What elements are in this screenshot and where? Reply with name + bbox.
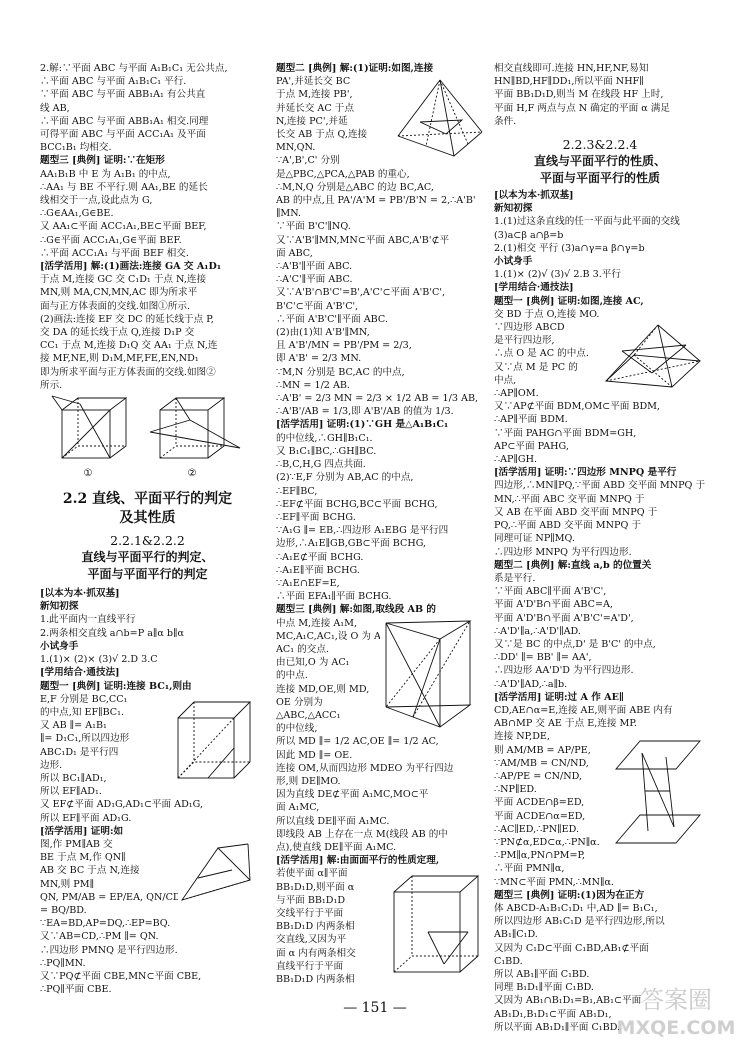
text-line: 可得平面 ABC 与平面 ACC₁A₁ 及平面 [40,129,206,141]
text-line: MN,QN. [276,142,316,154]
text-line: 的中位线, [276,723,318,735]
text-line: (2)由(1)知 A'B'∥MN, [276,327,370,339]
text-line: ABC₁D₁ 是平行四 [40,746,119,758]
text-line: 则 AM/MB = AP/PE, [494,744,591,756]
text-line: 因此 MD ∥= OE. [276,749,353,761]
text-line: 连接 OM,从而四边形 MDEO 为平行四边 [276,762,454,774]
heading-try: 小试身手 [40,640,79,652]
subsection-title-cont: 平面与平面平行的性质 [539,171,660,186]
col3-block-b [494,189,706,295]
text-line: AB₁D₁,B₁D₁⊂平面 AB₁D₁, [494,1008,612,1020]
text-line: ∴A'C'∥平面 ABC. [276,274,353,286]
text-line: MN,则 MA,CN,MN,AC 即为所求平 [40,287,198,299]
text-line: 1.(1)过这条直线的任一平面与此平面的交线 [494,216,680,228]
figure-2-label: ② [187,468,197,480]
text-line: 点),使直线 DE∥平面 A₁MC. [276,841,397,853]
prism-figure-a1mc [380,617,484,735]
text-line: ∥= D₁C₁,所以四边形 [40,733,130,745]
text-line: 又因为 AB₁∩B₁D₁=B₁,AB₁⊂平面 [494,995,642,1007]
text-line: MN,则 PM∥ [40,878,95,890]
text-line: ∴四边形 MNPQ 为平行四边形. [494,546,632,558]
text-line: 题型一 [典例] 证明:连接 BC₁,则由 [40,680,192,692]
text-line: ∴EF∥平面 BCHG. [276,511,356,523]
text-line: 中点, [494,374,517,386]
text-line: 题型三 [典例] 证明:∵在矩形 [40,155,165,167]
text-line: 又 AA₁⊂平面 ACC₁A₁,BE⊂平面 BEF, [40,221,207,233]
text-line: C₁BD. [494,955,523,967]
subsection-title-cont: 平面与平面平行的判定 [87,567,208,582]
text-line: ∴四边形 AA'D'D 为平行四边形. [494,665,634,677]
text-line: 所以 MD ∥= 1/2 AC,OE ∥= 1/2 AC, [276,736,439,748]
text-line: 长交 AB 于点 Q,连接 [276,129,368,141]
text-line: OE 分别为 [276,696,323,708]
text-line: ∴MN = 1/2 AB. [276,379,350,391]
watermark-logo [606,980,746,1042]
text-line: 并延长交 AC 于点 [276,102,354,114]
text-line: ∴四边形 PMNQ 是平行四边形. [40,944,178,956]
heading-basics: [以本为本·抓双基] [494,190,574,202]
heading-try: 小试身手 [494,256,533,268]
text-line: 面 ABC, [276,247,313,259]
parallel-planes-figure [612,731,704,855]
col3-block-d [494,466,706,558]
text-line: ∴EF⊄平面 BCHG,BC⊂平面 BCHG, [276,498,438,510]
text-line: 平面 ACDE∩α=ED, [494,810,586,822]
text-line: 四边形,∴MN∥PQ,∵平面 ABD 交平面 MNPQ 于 [494,480,706,492]
text-line: ∵M,N 分别是 BC,AC 的中点, [276,366,405,378]
text-line: ∴AP/PE = CN/ND, [494,770,583,782]
text-line: 系是平行. [494,572,536,584]
text-line: ∴PQ∥MN. [40,957,86,969]
text-line: 题型一 [典例] 证明:如图,连接 AC, [494,295,644,307]
col1-block-c [40,680,255,997]
cube-figures-1-2 [40,392,255,480]
text-line: ∴平面 PMN∥α, [494,863,565,875]
watermark-url: MXQE.COM [616,1017,736,1039]
text-line: ∴A'B'/AB = 1/3,即 A'B'/AB 的值为 1/3. [276,406,454,418]
text-line: 又∵A'B'∥MN,MN⊂平面 ABC,A'B'⊄平 [276,234,450,246]
col3-block-f [494,691,706,889]
text-line: 是△PBC,△PCA,△PAB 的重心, [276,168,410,180]
subsection-title: 直线与平面平行的性质、 [533,154,666,169]
text-line: ∴AP∥OM. [494,388,539,400]
text-line: BCC₁B₁ 均相交. [40,142,112,154]
col2-block-a [276,62,486,603]
text-line: 边形,∴A₁E∥GB,GB⊂平面 BCHG, [276,538,427,550]
text-line: 交直线,又因为平 [276,934,347,946]
heading-new-knowledge: 新知初探 [40,601,79,613]
text-line: 接 MF,NE,则 D₁M,MF,FE,EN,ND₁ [40,353,199,365]
text-line: AB₁∥C₁D. [494,929,538,941]
text-line: [活学活用] 证明:∵四边形 MNPQ 是平行 [494,467,677,479]
text-line: 又∵点 M 是 PC 的 [494,361,578,373]
cube-figure-hnf [388,868,484,980]
text-line: ∵A₁E∩EF=E, [276,577,340,589]
text-line: N,连接 PC',并延 [276,115,348,127]
text-line: 是平行四边形, [494,335,555,347]
text-line: PA',并延长交 BC [276,76,351,88]
text-line: ∵平面 ABC∥平面 A'B'C', [494,586,607,598]
text-line: ∴NP∥ED. [494,784,537,796]
text-line: 即 A'B' = 2/3 MN. [276,353,362,365]
text-line: 的中位线,∴GH∥B₁C₁. [276,432,373,444]
text-line: ∵MN⊂平面 PMN,∴MN∥α. [494,876,614,888]
text-line: ∴点 O 是 AC 的中点. [494,348,589,360]
text-line: 又∵AB=CD,∴PM ∥= QN. [40,931,159,943]
text-line: ∴M,N,Q 分别是△ABC 的边 BC,AC, [276,181,434,193]
text-line: ∴平面 ACC₁A₁ 与平面 BEF 相交. [40,247,189,259]
text-line: 线 AB, [40,102,70,114]
text-line: 所以平面 AB₁D₁∥平面 C₁BD. [494,1021,621,1033]
text-line: 1.(1)× (2)× (3)√ 2.D 3.C [40,654,158,666]
text-line: (2)∵E,F 分别为 AB,AC 的中点, [276,472,414,484]
text-line: 边形. [40,759,63,771]
text-line: 的中点. [276,670,308,682]
text-line: ∴AA₁ 与 BE 不平行.则 AA₁,BE 的延长 [40,181,208,193]
figure-1-label: ① [83,468,93,480]
text-line: 平面 H,F 两点与点 N 确定的平面 α 满足 [494,102,670,114]
text-line: ∴AP∥平面 BDM. [494,414,568,426]
text-line: ∴A'D'∥a,∴A'D'∥AD. [494,625,581,637]
text-line: 又 B₁C₁∥BC,∴GH∥BC. [276,445,377,457]
subsection-number: 2.2.1&2.2.2 [110,533,185,549]
text-line: 所以四边形 AB₁C₁D 是平行四边形,所以 [494,916,665,928]
text-line: ∴B,C,H,G 四点共面. [276,459,366,471]
text-line: ∴平面 ABC 与平面 A₁B₁C₁ 平行. [40,76,187,88]
text-line: ∵A₁G ∥= EB,∴四边形 A₁EBG 是平行四 [276,525,449,537]
watermark-text: 答案圈 [640,986,712,1014]
col3-block-e [494,559,706,691]
text-line: 2.两条相交直线 a∩b=P a∥α b∥α [40,627,184,639]
text-line: 即为所求平面与正方体表面的交线.如图② [40,366,216,378]
text-line: CC₁ 于点 M,连接 D₁Q 交 AA₁ 于点 N,连 [40,340,218,352]
col3-block-c [494,295,706,467]
text-line: 平面 BB₁D₁D,则当 M 在线段 HF 上时, [494,89,664,101]
prism-figure-pq [178,840,254,910]
text-line: ∴PM∥α,PN∩PM=P, [494,850,586,862]
text-line: 的中点,知 EF∥BC₁. [40,706,125,718]
text-line: E,F 分别是 BC,CC₁ [40,693,128,705]
text-line: 交 BD 于点 O,连接 MO. [494,308,600,320]
text-line: 1.此平面内一直线平行 [40,614,136,626]
text-line: [活学活用] 解:(1)画法:连接 GA 交 A₁D₁ [40,261,222,273]
text-line: ∵平面 B'C'∥NQ. [276,221,351,233]
text-line: 所以 AB₁∥平面 C₁BD. [494,969,590,980]
text-line: 于点 M,连接 PB', [276,89,353,101]
text-line: 平面 ACDE∩β=ED, [494,797,585,809]
section-title-cont: 及其性质 [119,510,176,527]
text-line: ∴平面 A'B'C'∥平面 ABC. [276,313,388,325]
text-line: 同理 B₁D₁∥平面 C₁BD. [494,982,594,994]
text-line: ∴A₁E⊄平面 BCHG. [276,551,364,563]
text-line: [活学活用] 解:由面面平行的性质定理, [276,855,440,867]
text-line: 连接 MD,OE,则 MD, [276,683,370,695]
text-line: 连接 NP,DE, [494,731,550,743]
text-line: 形,则 DE∥MO. [276,775,341,787]
text-line: MC,A₁C,AC₁,设 O 为 A₁C, [276,630,395,642]
section-title: 2.2 直线、平面平行的判定 [62,491,233,508]
text-line: ∴AC∥ED,∴PN∥ED. [494,823,579,835]
heading-new-knowledge: 新知初探 [494,203,533,215]
text-line: 题型三 [典例] 解:如图,取线段 AB 的 [276,604,436,616]
text-line: ∴G∈AA₁,G∈BE. [40,208,114,220]
col3-block-a [494,62,706,128]
text-line: ∴PQ∥平面 CBE. [40,984,112,996]
text-line: 交 DA 的延长线于点 Q,连接 D₁P 交 [40,327,195,339]
text-line: ∴AP∥GH. [494,454,537,466]
text-line: ∵PN⊄α,ED⊂α,∴PN∥α. [494,836,600,848]
text-line: [活学活用] 证明:(1)∵GH 是△A₁B₁C₁ [276,419,449,431]
text-line: BB₁D₁D 内两条相 [276,921,355,933]
heading-practice: [学用结合·通技法] [494,282,574,294]
text-line: 所示. [40,379,63,391]
text-line: 图,作 PM∥AB 交 [40,838,113,850]
text-line: MN,∴平面 ABC 交平面 MNPQ 于 [494,493,645,505]
text-line: ∥MN. [276,208,302,220]
text-line: ∴A₁E∥平面 BCHG. [276,564,360,576]
text-line: BE 于点 M,作 QN∥ [40,852,126,864]
text-line: 体 ABCD-A₁B₁C₁D₁ 中,AD ∥= B₁C₁, [494,902,658,914]
text-line: △ABC,△ACC₁ [276,709,341,721]
text-line: AA₁B₁B 中 E 为 A₁B₁ 的中点, [40,168,171,180]
text-line: 1.(1)× (2)√ (3)√ 2.B 3.平行 [494,269,621,281]
text-line: AC₁ 的交点. [276,643,329,655]
text-line: ∴EF∥BC, [276,485,318,497]
text-line: QN, PM/AB = EP/EA, QN/CD [40,891,181,903]
text-line: CD,AE∩α=E,连接 AE,则平面 ABE 内有 [494,704,673,716]
text-line: 又∵是 BC 的中点,D' 是 B'C' 的中点, [494,638,656,650]
text-line: 题型三 [典例] 证明:(1)因为在正方 [494,889,645,901]
col1-block-a [40,62,255,392]
text-line: PQ,∴平面 ABD 交平面 MNPQ 于 [494,520,641,532]
text-line: 交线平行于平面 [276,908,344,919]
text-line: ∵A',B',C' 分别 [276,155,340,167]
text-line: 中点 M,连接 A₁M, [276,617,357,629]
cube-figure-ef [172,694,254,790]
text-line: 所以直线 DE∥平面 A₁MC. [276,815,390,827]
text-line: 又 AB 在平面 ABD 交平面 MNPQ 于 [494,506,658,518]
text-line: [活学活用] 证明:过 A 作 AE∥ [494,691,625,703]
text-line: ∴平面 EFA₁∥平面 BCHG. [276,591,392,603]
heading-practice: [学用结合·通技法] [40,667,120,679]
text-line: 所以 BC₁∥AD₁, [40,772,107,784]
text-line: AB 交 BC 于点 N,连接 [40,865,140,877]
text-line: 又∵AP⊄平面 BDM,OM⊂平面 BDM, [494,401,661,413]
page-number: — 151 — [343,1000,407,1016]
text-line: 由已知,O 为 AC₁ [276,657,350,669]
text-line: 又 EF⊄平面 AD₁G,AD₁⊂平面 AD₁G, [40,799,203,811]
col2-block-b [276,603,486,854]
text-line: 平面 A'D'B∩平面 A'B'C'=A'D', [494,612,634,624]
text-line: 于点 M,连接 GC 交 C₁D₁ 于点 N,连接 [40,274,207,286]
text-line: 相交直线即可.连接 HN,HF,NF,易知 [494,63,649,74]
text-line: 因为直线 DE⊄平面 A₁MC,MO⊂平 [276,789,429,801]
text-line: ∴G∈平面 ACC₁A₁,G∈平面 BEF. [40,234,182,246]
text-line: 所以 EF∥平面 AD₁G. [40,812,132,824]
text-line: 题型二 [典例] 解:(1)证明:如图,连接 [276,63,434,74]
column-middle [276,62,486,986]
text-line: ∴A'B'∥平面 ABC. [276,261,353,273]
text-line: 又 AB ∥= A₁B₁ [40,720,107,732]
text-line: 又∵A'B'∩B'C'=B',A'C'⊂平面 A'B'C', [276,287,446,299]
text-line: ∵EA=BD,AP=DQ,∴EP=BQ. [40,918,171,930]
text-line: 与平面 BB₁D₁D [276,894,346,906]
text-line: ∴A'B' = 2/3 MN = 2/3 × 1/2 AB = 1/3 AB, [276,393,479,405]
text-line: ∵平面 PAHG∩平面 BDM=GH, [494,427,637,439]
text-line: [活学活用] 证明:如 [40,825,124,837]
text-line: ∵AM/MB = CN/ND, [494,757,589,769]
text-line: 即线段 AB 上存在一点 M(线段 AB 的中 [276,828,448,840]
col1-block-b [40,587,255,679]
text-line: 题型二 [典例] 解:直线 a,b 的位置关 [494,559,652,571]
text-line: ∵四边形 ABCD [494,322,565,334]
subsection-title: 直线与平面平行的判定、 [81,550,214,565]
text-line: AB∩MP 交 AE 于点 E,连接 MP. [494,718,637,730]
heading-basics: [以本为本·抓双基] [40,588,120,600]
text-line: AP⊂平面 PAHG, [494,440,569,452]
text-line: ∴DD' ∥= BB' ∥= AA', [494,652,592,664]
text-line: 若使平面 α∥平面 [276,868,348,880]
text-line: 所以 EF∥AD₁. [40,786,102,798]
text-line: 且 A'B'/MN = PB'/PM = 2/3, [276,340,412,352]
column-left [40,62,255,996]
text-line: BB₁D₁D 内两条相 [276,974,355,986]
text-line: 线相交于一点,设此点为 G, [40,195,153,207]
column-right [494,62,706,1034]
pyramid-figure-pabcd [602,321,704,401]
text-line: 2.(1)相交 平行 (3)a∩γ=a β∩γ=b [494,242,645,254]
text-line: 直线平行于平面 [276,960,344,972]
text-line: 2.解:∵平面 ABC 与平面 A₁B₁C₁ 无公共点, [40,63,228,74]
subsection-number: 2.2.3&2.2.4 [562,137,638,153]
text-line: 面 A₁MC, [276,802,320,814]
text-line: (2)画法:连接 EF 交 DC 的延长线于点 P, [40,313,214,325]
text-line: 同理可证 NP∥MQ. [494,533,575,545]
text-line: ∴A'D'∥AD,∴a∥b. [494,678,568,690]
text-line: 又因为 C₁D⊂平面 C₁BD,AB₁⊄平面 [494,942,649,954]
text-line: AB 的中点,且 PA'/A'M = PB'/B'N = 2,∴A'B' [276,195,476,207]
text-line: ∴平面 ABC 与平面 ABB₁A₁ 相交.同理 [40,115,209,127]
text-line: = BQ/BD. [40,904,87,916]
text-line: ∵平面 ABC 与平面 ABB₁A₁ 有公共直 [40,89,206,101]
text-line: (3)a⊂β a∩β=b [494,229,564,241]
text-line: 又∵PQ⊄平面 CBE,MN⊂平面 CBE, [40,970,202,982]
text-line: B'C'⊂平面 A'B'C', [276,300,359,312]
text-line: 条件. [494,115,517,127]
text-line: BB₁D₁D,则平面 α [276,881,355,893]
text-line: HN∥BD,HF∥DD₁,所以平面 NHF∥ [494,76,644,88]
text-line: 平面 A'D'B∩平面 ABC=A, [494,599,613,611]
col2-block-c [276,854,486,986]
text-line: 面 α 内有两条相交 [276,947,356,959]
text-line: 面与正方体表面的交线.如图①所示. [40,300,191,312]
pyramid-figure [394,76,486,162]
